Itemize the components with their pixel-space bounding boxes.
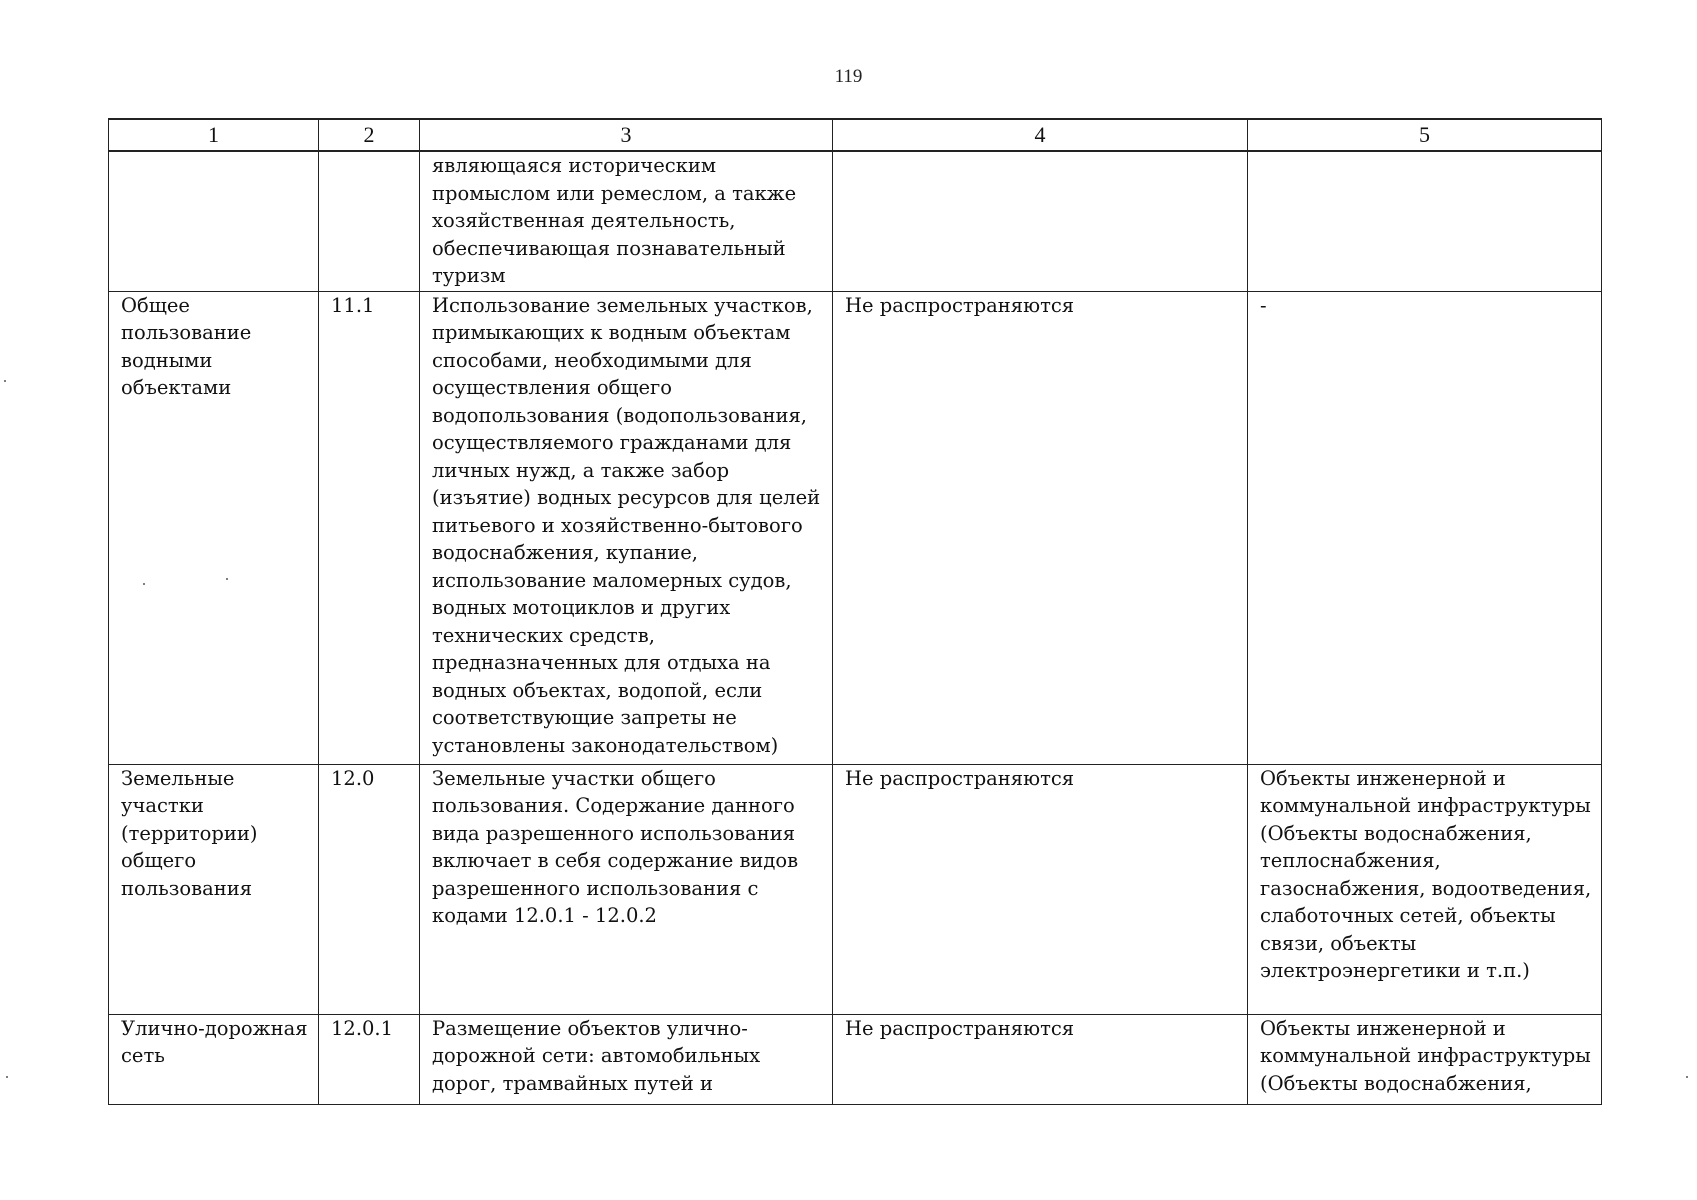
auxiliary-uses-cell: Объекты инженерной и коммунальной инфраструктуры (Объекты водоснабжения, (1260, 1016, 1591, 1095)
land-use-description: Использование земельных участков, примыкающих к водным объектам способами, необходимыми для осуществления общего водопользования (водопользования, осуществляемого гражданами для личных нужд, а также забор (изъятие) водных ресурсов для целей питьевого и хозяйственно-бытового водоснабжения, купание, использование маломерных судов, водных мотоциклов и других технических средств, предназначенных для отдыха на водных объектах, водопой, если соответствующие запреты не установлены законодательством) (432, 293, 821, 757)
auxiliary-uses-cell: Объекты инженерной и коммунальной инфраструктуры (Объекты водоснабжения, теплоснабжения, газоснабжения, водоотведения, слаботочных сетей, объекты связи, объекты электроэнергетики и т.п.) (1260, 766, 1592, 982)
table-row (109, 1014, 1602, 1104)
land-use-code: 12.0 (331, 766, 375, 790)
parameters-cell: Не распространяются (845, 1016, 1075, 1040)
scan-speck (143, 583, 145, 585)
zoning-table (108, 118, 1602, 1105)
land-use-name: Общее пользование водными объектами (121, 293, 252, 399)
page-number: 119 (834, 66, 863, 87)
land-use-name: Улично-дорожная сеть (121, 1016, 308, 1067)
parameters-cell: Не распространяются (845, 293, 1075, 317)
column-header-1: 1 (109, 119, 319, 151)
land-use-description: Земельные участки общего пользования. Содержание данного вида разрешенного использования включает в себя содержание видов разрешенного использования с кодами 12.0.1 - 12.0.2 (432, 766, 799, 927)
table-row (109, 151, 1602, 291)
scan-speck (6, 1076, 8, 1078)
auxiliary-uses-cell: - (1260, 293, 1267, 317)
land-use-description: Размещение объектов улично- дорожной сети: автомобильных дорог, трамвайных путей и (432, 1016, 761, 1095)
land-use-code: 12.0.1 (331, 1016, 394, 1040)
scan-speck (1686, 1076, 1688, 1078)
column-header-2: 2 (319, 119, 420, 151)
table-row (109, 764, 1602, 1014)
column-header-3: 3 (420, 119, 833, 151)
scan-speck (4, 380, 6, 382)
column-header-5: 5 (1248, 119, 1602, 151)
table-row (109, 291, 1602, 764)
parameters-cell: Не распространяются (845, 766, 1075, 790)
table-header-row (109, 119, 1602, 151)
column-header-4: 4 (833, 119, 1248, 151)
scan-speck (226, 578, 228, 580)
land-use-name: Земельные участки (территории) общего пользования (121, 766, 258, 900)
land-use-description: являющаяся историческим промыслом или ремеслом, а также хозяйственная деятельность, обеспечивающая познавательный туризм (432, 154, 797, 287)
land-use-code: 11.1 (331, 293, 375, 317)
